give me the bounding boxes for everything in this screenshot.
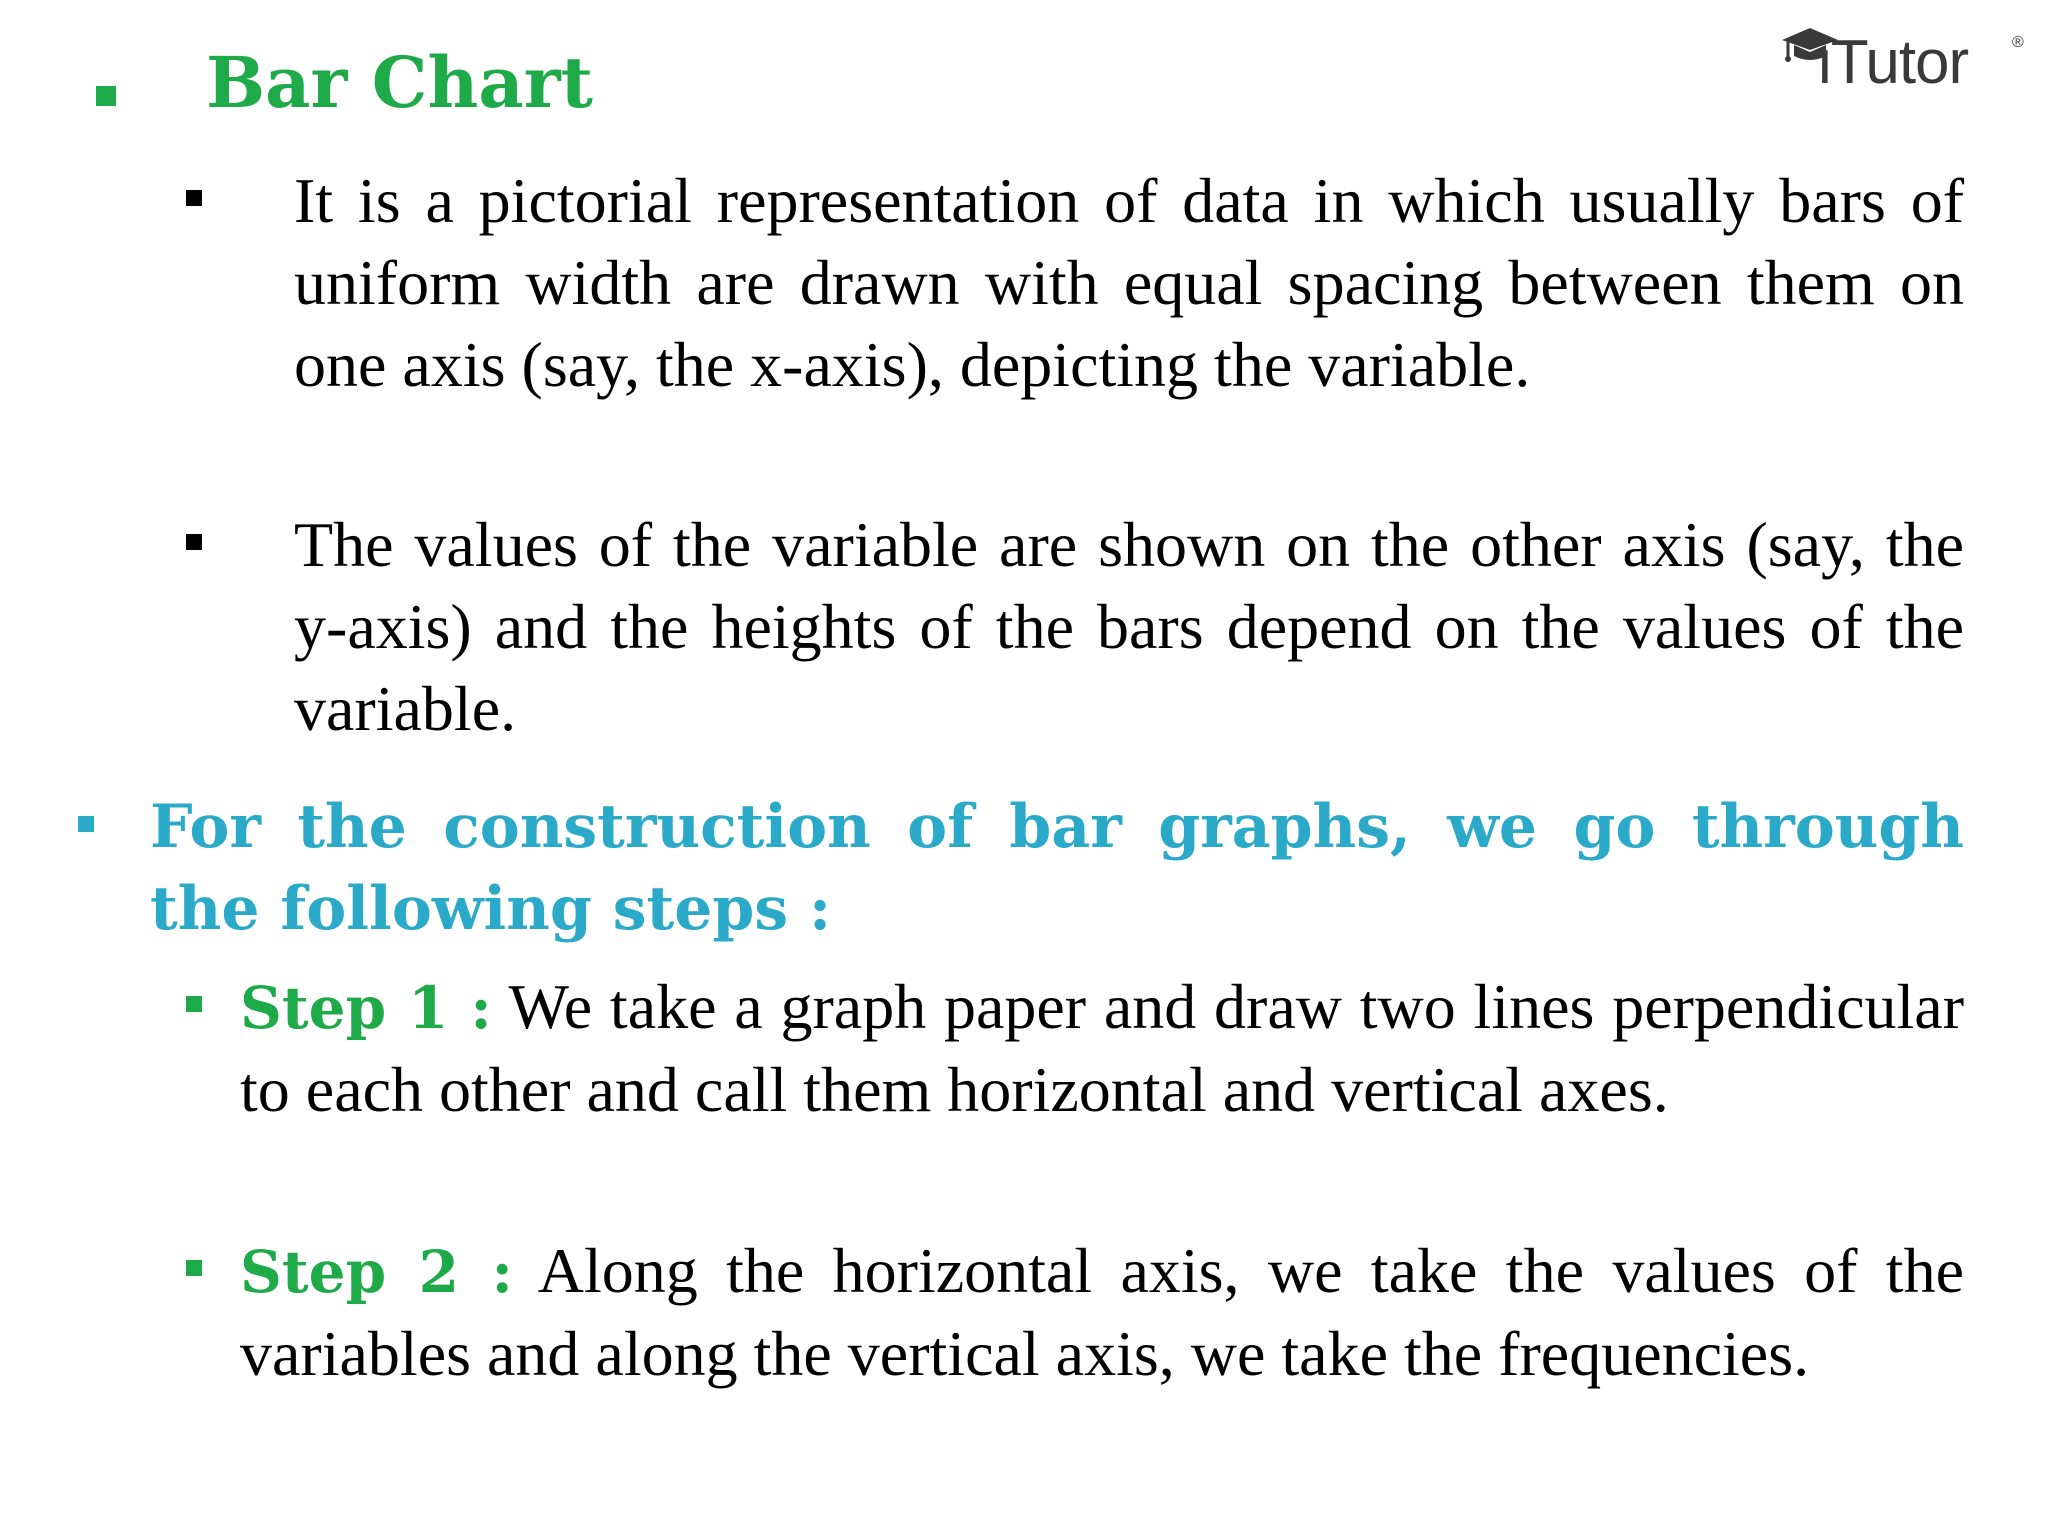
point-2-text: The values of the variable are shown on the other axis (say, the y-axis) and the heights of the bars depend on the values of the variable. — [294, 509, 1964, 744]
step-1-label: Step 1 : — [240, 974, 492, 1042]
section-bullet-icon — [78, 816, 94, 832]
step-2-text: Along the horizontal axis, we take the values of the variables and along the vertical axis, we take the frequencies. — [240, 1235, 1964, 1389]
step-1 — [240, 966, 1964, 1131]
step-1-text: We take a graph paper and draw two lines perpendicular to each other and call them horizontal and vertical axes. — [240, 971, 1965, 1125]
section-heading: For the construction of bar graphs, we go through the following steps : — [150, 792, 1964, 944]
point-bullet-icon — [186, 534, 202, 550]
step-bullet-icon — [186, 1260, 202, 1276]
step-2-label: Step 2 : — [240, 1238, 513, 1306]
point-1-text: It is a pictorial representation of data in which usually bars of uniform width are drawn with equal spacing between them on one axis (say, the x-axis), depicting the variable. — [294, 165, 1964, 400]
step-2 — [240, 1230, 1964, 1395]
logo-registered-mark: ® — [2012, 34, 2024, 51]
slide-title: Bar Chart — [206, 41, 593, 124]
logo-text: iTutor — [1818, 28, 1969, 97]
itutor-logo — [1780, 26, 2040, 106]
title-bullet-icon — [96, 86, 116, 106]
point-bullet-icon — [186, 190, 202, 206]
step-bullet-icon — [186, 996, 202, 1012]
